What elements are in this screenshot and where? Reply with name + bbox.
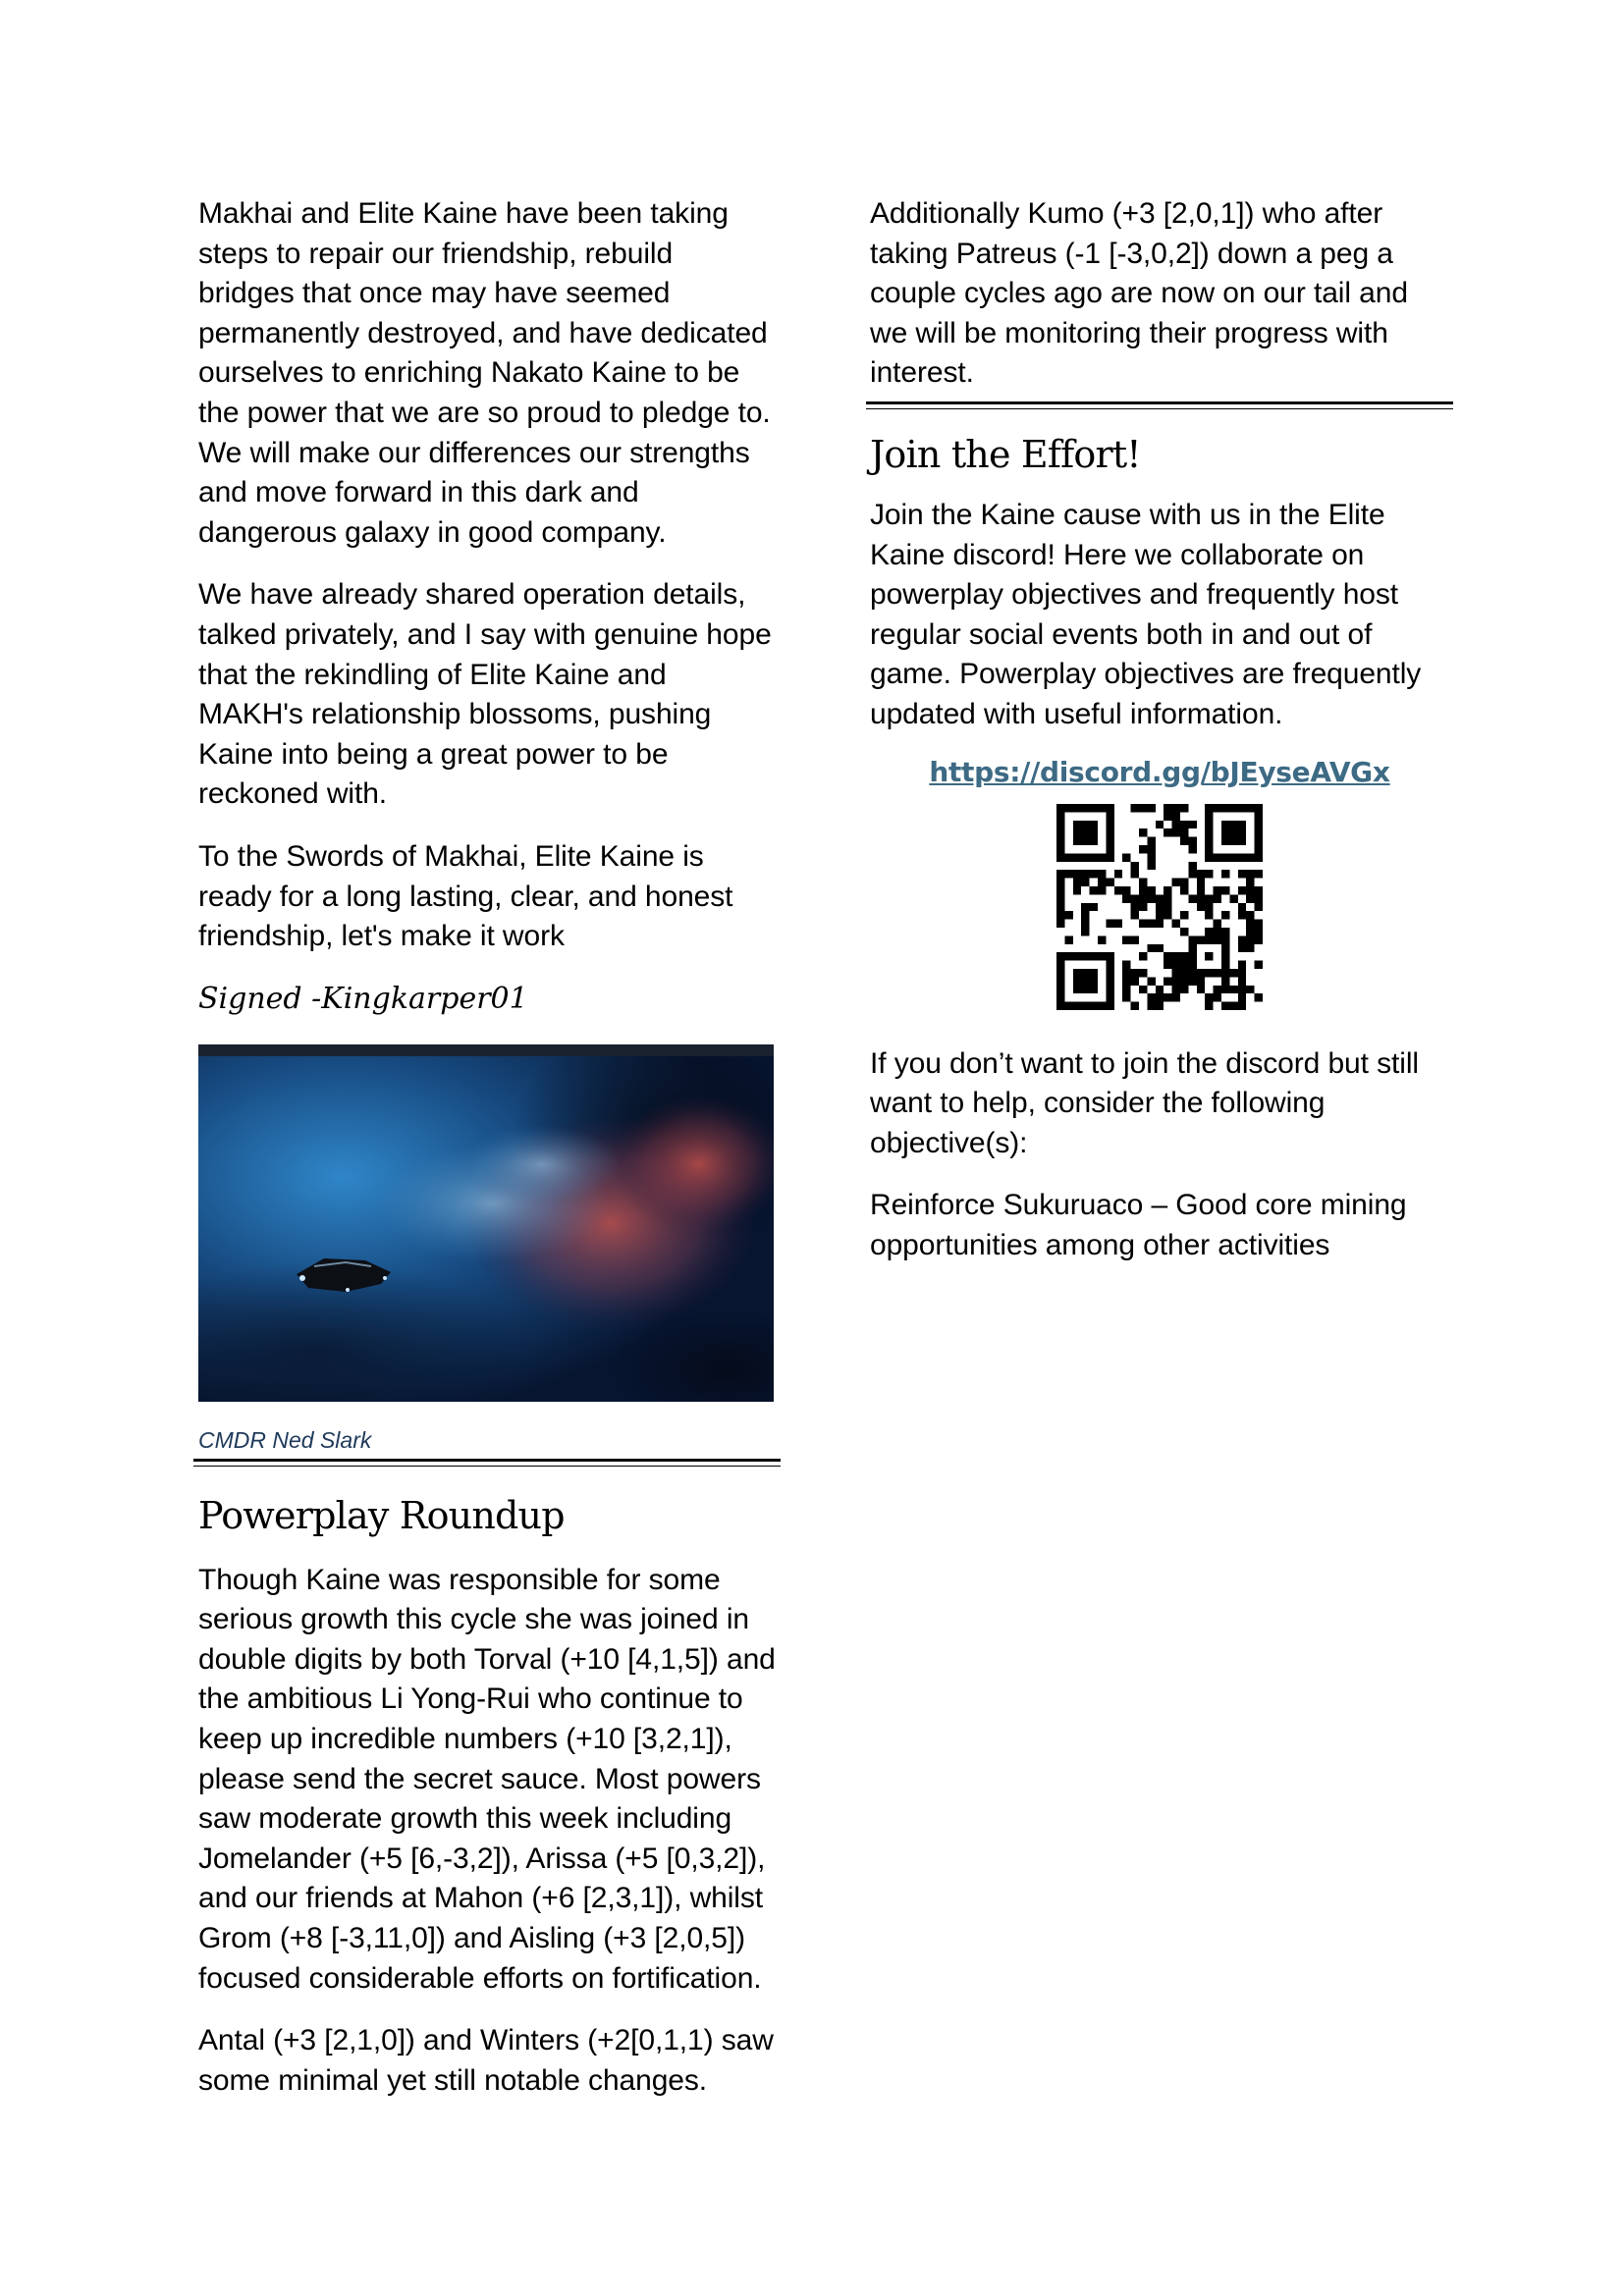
discord-link[interactable]: https://discord.gg/bJEyseAVGx	[929, 755, 1390, 788]
section-divider	[866, 401, 1453, 409]
right-column	[870, 194, 1449, 1289]
qr-code-icon	[1056, 804, 1263, 1010]
join-effort-heading: Join the Effort!	[870, 432, 1141, 476]
kumo-paragraph: Additionally Kumo (+3 [2,0,1]) who after taking Patreus (-1 [-3,0,2]) down a peg a couple cycles ago are now on our tail and we will be monitoring their progress with interest.	[870, 197, 1408, 390]
help-paragraph: If you don’t want to join the discord but still want to help, consider the following objective(s):	[870, 1046, 1419, 1159]
section-divider	[193, 1459, 781, 1467]
swords-of-makhai-paragraph: To the Swords of Makhai, Elite Kaine is ready for a long lasting, clear, and honest friendship, let's make it work	[198, 839, 733, 953]
shared-operations-paragraph: We have already shared operation details, talked privately, and I say with genuine hope that the rekindling of Elite Kaine and MAKH's relationship blossoms, pushing Kaine into being a great power to be reckoned with.	[198, 578, 772, 811]
space-ship-photo	[198, 1044, 774, 1402]
left-column	[198, 194, 776, 2123]
intro-paragraph: Makhai and Elite Kaine have been taking steps to repair our friendship, rebuild bridges that once may have seemed permanently destroyed, and have dedicated ourselves to enriching Nakato Kaine to be the power that we are so proud to pledge to. We will make our differences our strengths and move forward in this dark and dangerous galaxy in good company.	[198, 197, 771, 549]
photo-caption: CMDR Ned Slark	[198, 1426, 372, 1453]
powerplay-roundup-heading: Powerplay Roundup	[198, 1493, 565, 1537]
antal-winters-paragraph: Antal (+3 [2,1,0]) and Winters (+2[0,1,1) saw some minimal yet still notable changes.	[198, 2024, 774, 2097]
nebula-image	[198, 1056, 774, 1402]
join-kaine-paragraph: Join the Kaine cause with us in the Elite Kaine discord! Here we collaborate on powerplay objectives and frequently host regular social events both in and out of game. Powerplay objectives are frequently updated with useful information.	[870, 498, 1422, 730]
powerplay-roundup-paragraph: Though Kaine was responsible for some serious growth this cycle she was joined in double digits by both Torval (+10 [4,1,5]) and the ambitious Li Yong-Rui who continue to keep up incredible numbers (+10 [3,2,1]), please send the secret sauce. Most powers saw moderate growth this week including Jomelander (+5 [6,-3,2]), Arissa (+5 [0,3,2]), and our friends at Mahon (+6 [2,3,1]), whilst Grom (+8 [-3,11,0]) and Aisling (+3 [2,0,5]) focused considerable efforts on fortification.	[198, 1563, 776, 1995]
objective-paragraph: Reinforce Sukuruaco – Good core mining opportunities among other activities	[870, 1189, 1407, 1261]
signature: Signed -Kingkarper01	[198, 981, 528, 1016]
